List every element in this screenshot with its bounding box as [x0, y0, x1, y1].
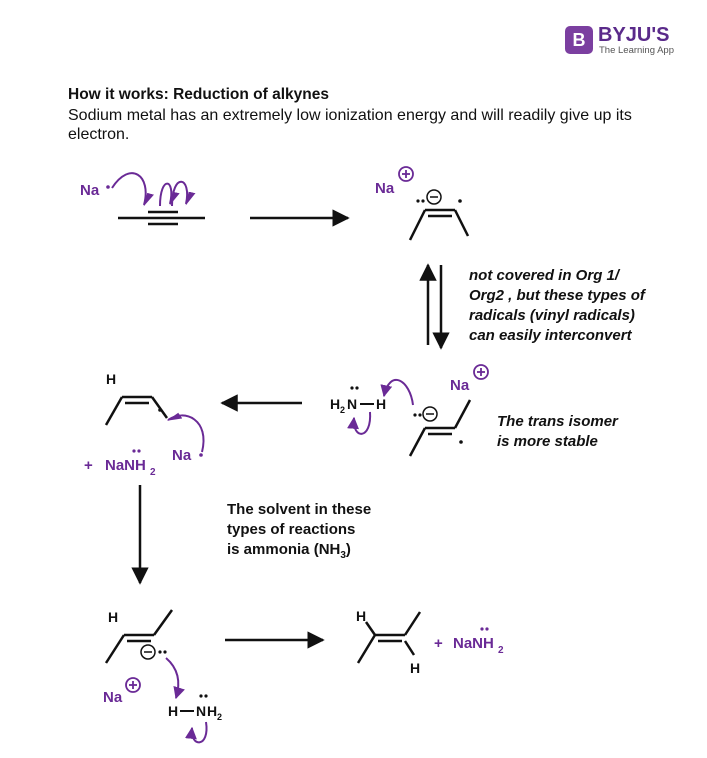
vinyl-h: H — [106, 371, 117, 387]
ammonia-h: H — [376, 396, 387, 412]
intro-text: Sodium metal has an extremely low ionization energy and will readily give up its electron. — [68, 107, 632, 143]
interconvert-note: not covered in Org 1/ Org2 , but these types of radicals (vinyl radicals) can easily interconvert — [469, 267, 645, 344]
alkyne-molecule — [118, 212, 205, 224]
brand-name: BYJU'S — [598, 24, 670, 46]
electron-arrow-7 — [166, 658, 178, 698]
page-title: How it works: Reduction of alkynes — [68, 86, 329, 103]
na-cation-3: Na — [103, 689, 123, 706]
ammonia2-h: H — [168, 703, 179, 719]
electron-arrow-5 — [354, 412, 370, 434]
electron-arrow-8 — [192, 722, 207, 742]
na-atom-1: Na — [80, 182, 100, 199]
na-cation-1: Na — [375, 180, 395, 197]
ammonia-n: N — [347, 396, 358, 412]
plus-sign-2: + — [434, 635, 443, 652]
electron-arrow-2 — [160, 184, 171, 206]
radical-anion-trans — [410, 400, 470, 456]
brand-icon: B — [565, 26, 593, 54]
na-cation-2: Na — [450, 377, 470, 394]
svg-text:2: 2 — [217, 712, 223, 722]
svg-text:2: 2 — [498, 645, 504, 656]
nanh2-2: NaNH — [453, 635, 494, 652]
trans-isomer-note: The trans isomer is more stable — [497, 413, 618, 450]
electron-arrow-3 — [172, 182, 187, 206]
vinyl-radical — [106, 397, 167, 425]
nanh2-1: NaNH — [105, 457, 146, 474]
svg-text:H: H — [207, 703, 218, 719]
svg-text:N: N — [196, 703, 207, 719]
svg-text:2: 2 — [150, 467, 156, 478]
electron-arrow-4 — [384, 380, 413, 405]
radical-anion-cis — [410, 210, 468, 240]
svg-text:2: 2 — [340, 405, 346, 415]
product-h-1: H — [356, 608, 367, 624]
trans-alkene-product — [358, 612, 420, 663]
ammonia-h2: H — [330, 396, 341, 412]
electron-arrow-1 — [112, 173, 146, 205]
anion-h: H — [108, 609, 119, 625]
product-h-2: H — [410, 660, 421, 676]
na-atom-2: Na — [172, 447, 192, 464]
plus-sign-1: + — [84, 457, 93, 474]
solvent-note: The solvent in these types of reactions is ammonia $(NH_3)$ — [227, 501, 372, 561]
brand-tagline: The Learning App — [599, 45, 675, 56]
